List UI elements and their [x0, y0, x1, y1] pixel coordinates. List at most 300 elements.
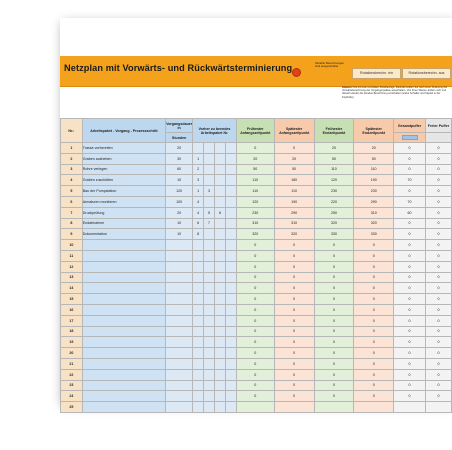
predecessor-cell[interactable]: 1 — [193, 153, 204, 164]
duration-cell[interactable] — [166, 337, 193, 348]
row-number-cell: 2 — [61, 153, 83, 164]
latest-start-cell: 20 — [274, 153, 314, 164]
duration-cell[interactable] — [166, 240, 193, 251]
activity-cell[interactable] — [82, 358, 165, 369]
predecessor-cell[interactable] — [225, 337, 236, 348]
activity-cell[interactable]: Bau der Pumpstation — [82, 186, 165, 197]
earliest-end-cell: 220 — [314, 196, 354, 207]
latest-start-cell: 0 — [274, 380, 314, 391]
row-number-cell: 18 — [61, 326, 83, 337]
table-row — [61, 348, 452, 359]
duration-cell[interactable] — [166, 261, 193, 272]
total-float-cell: 0 — [394, 143, 426, 154]
predecessor-cell[interactable] — [225, 175, 236, 186]
table-row — [61, 196, 452, 207]
activity-cell[interactable] — [82, 391, 165, 402]
latest-start-cell: 0 — [274, 250, 314, 261]
latest-start-cell: 0 — [274, 315, 314, 326]
activity-cell[interactable] — [82, 294, 165, 305]
predecessor-cell[interactable] — [225, 186, 236, 197]
predecessor-cell[interactable] — [204, 402, 215, 413]
latest-end-cell: 0 — [354, 315, 394, 326]
predecessor-cell[interactable] — [215, 196, 226, 207]
calc-off-button[interactable]: Rotationsberechn. aus — [402, 68, 451, 79]
predecessor-cell[interactable] — [225, 402, 236, 413]
free-float-cell: 0 — [425, 250, 451, 261]
earliest-start-cell: 50 — [236, 164, 274, 175]
duration-cell[interactable]: 120 — [166, 186, 193, 197]
predecessor-cell[interactable] — [215, 380, 226, 391]
predecessor-cell[interactable] — [204, 326, 215, 337]
predecessor-cell[interactable] — [204, 337, 215, 348]
earliest-end-cell: 0 — [314, 391, 354, 402]
predecessor-cell[interactable] — [204, 315, 215, 326]
predecessor-cell[interactable] — [215, 143, 226, 154]
duration-cell[interactable]: 20 — [166, 143, 193, 154]
predecessor-cell[interactable] — [215, 240, 226, 251]
predecessor-cell[interactable] — [193, 391, 204, 402]
predecessor-cell[interactable] — [225, 250, 236, 261]
free-float-cell: 0 — [425, 207, 451, 218]
row-number-cell: 23 — [61, 380, 83, 391]
free-float-cell: 0 — [425, 143, 451, 154]
earliest-end-cell: 120 — [314, 175, 354, 186]
latest-start-cell: 0 — [274, 358, 314, 369]
earliest-end-cell: 0 — [314, 369, 354, 380]
earliest-start-cell: 0 — [236, 250, 274, 261]
latest-start-cell: 0 — [274, 272, 314, 283]
free-float-cell: 0 — [425, 175, 451, 186]
total-float-bar-cell — [394, 133, 426, 143]
activity-cell[interactable] — [82, 337, 165, 348]
activity-cell[interactable] — [82, 369, 165, 380]
free-float-cell — [425, 402, 451, 413]
predecessor-cell[interactable] — [225, 261, 236, 272]
latest-end-cell: 320 — [354, 218, 394, 229]
predecessor-cell[interactable] — [225, 229, 236, 240]
free-float-cell: 0 — [425, 283, 451, 294]
activity-cell[interactable] — [82, 380, 165, 391]
duration-cell[interactable] — [166, 326, 193, 337]
latest-end-cell: 0 — [354, 348, 394, 359]
total-float-cell: 0 — [394, 337, 426, 348]
activity-cell[interactable] — [82, 240, 165, 251]
latest-end-cell: 0 — [354, 326, 394, 337]
predecessor-cell[interactable]: 3 — [193, 175, 204, 186]
predecessor-cell[interactable] — [204, 175, 215, 186]
latest-end-cell: 0 — [354, 337, 394, 348]
duration-cell[interactable]: 10 — [166, 229, 193, 240]
predecessor-cell[interactable] — [225, 283, 236, 294]
predecessor-cell[interactable] — [225, 294, 236, 305]
predecessor-cell[interactable] — [215, 326, 226, 337]
predecessor-cell[interactable]: 1 — [193, 186, 204, 197]
predecessor-cell[interactable]: 3 — [204, 186, 215, 197]
activity-cell[interactable] — [82, 250, 165, 261]
predecessor-cell[interactable] — [193, 240, 204, 251]
latest-start-cell: 0 — [274, 391, 314, 402]
latest-end-cell: 330 — [354, 229, 394, 240]
duration-cell[interactable] — [166, 391, 193, 402]
table-row — [61, 175, 452, 186]
predecessor-cell[interactable] — [225, 326, 236, 337]
table-row — [61, 186, 452, 197]
total-float-cell: 0 — [394, 229, 426, 240]
predecessor-cell[interactable] — [204, 272, 215, 283]
latest-end-cell: 0 — [354, 294, 394, 305]
duration-cell[interactable] — [166, 369, 193, 380]
row-number-cell: 19 — [61, 337, 83, 348]
page-title: Netzplan mit Vorwärts- und Rückwärtsterminierung — [64, 63, 293, 73]
predecessor-cell[interactable] — [193, 337, 204, 348]
predecessor-cell[interactable] — [215, 186, 226, 197]
row-number-cell: 16 — [61, 304, 83, 315]
duration-cell[interactable] — [166, 304, 193, 315]
predecessor-cell[interactable] — [225, 240, 236, 251]
table-row — [61, 218, 452, 229]
earliest-end-cell: 0 — [314, 240, 354, 251]
latest-start-cell: 110 — [274, 186, 314, 197]
predecessor-cell[interactable] — [204, 380, 215, 391]
predecessor-cell[interactable] — [215, 261, 226, 272]
duration-cell[interactable]: 10 — [166, 218, 193, 229]
predecessor-cell[interactable] — [193, 315, 204, 326]
table-row — [61, 240, 452, 251]
row-number-cell: 17 — [61, 315, 83, 326]
earliest-end-cell: 0 — [314, 358, 354, 369]
row-number-cell: 14 — [61, 283, 83, 294]
predecessor-cell[interactable]: 4 — [193, 207, 204, 218]
predecessor-cell[interactable] — [204, 358, 215, 369]
activity-cell[interactable]: Trasse vorbereiten — [82, 143, 165, 154]
earliest-start-cell: 0 — [236, 326, 274, 337]
predecessor-cell[interactable] — [204, 153, 215, 164]
predecessor-cell[interactable] — [225, 369, 236, 380]
predecessor-cell[interactable] — [204, 229, 215, 240]
latest-start-cell: 0 — [274, 261, 314, 272]
predecessor-cell[interactable] — [204, 196, 215, 207]
duration-cell[interactable] — [166, 283, 193, 294]
duration-cell[interactable] — [166, 358, 193, 369]
predecessor-cell[interactable] — [225, 164, 236, 175]
row-number-cell: 8 — [61, 218, 83, 229]
earliest-end-cell: 230 — [314, 186, 354, 197]
predecessor-cell[interactable] — [193, 283, 204, 294]
predecessor-cell[interactable]: 6 — [215, 207, 226, 218]
activity-cell[interactable]: Druckprüfung — [82, 207, 165, 218]
row-number-cell: 15 — [61, 294, 83, 305]
row-number-cell: 25 — [61, 402, 83, 413]
earliest-end-cell: 0 — [314, 337, 354, 348]
predecessor-cell[interactable] — [215, 348, 226, 359]
latest-start-cell: 50 — [274, 164, 314, 175]
earliest-start-cell: 0 — [236, 315, 274, 326]
status-indicator-label: Variable Berechnungen sind ausgeschaltet — [315, 61, 345, 69]
free-float-cell: 0 — [425, 380, 451, 391]
predecessor-cell[interactable] — [225, 218, 236, 229]
duration-cell[interactable]: 30 — [166, 153, 193, 164]
free-float-cell: 0 — [425, 153, 451, 164]
total-float-cell: 0 — [394, 283, 426, 294]
earliest-end-cell: 320 — [314, 218, 354, 229]
latest-end-cell: 0 — [354, 261, 394, 272]
earliest-end-cell: 0 — [314, 348, 354, 359]
table-row — [61, 402, 452, 413]
predecessor-cell[interactable] — [225, 153, 236, 164]
duration-cell[interactable]: 10 — [166, 175, 193, 186]
predecessor-cell[interactable] — [193, 304, 204, 315]
hint-note — [342, 86, 450, 99]
row-number-cell: 24 — [61, 391, 83, 402]
predecessor-cell[interactable] — [204, 250, 215, 261]
predecessor-cell[interactable] — [225, 380, 236, 391]
predecessor-cell[interactable] — [215, 369, 226, 380]
table-row — [61, 369, 452, 380]
predecessor-cell[interactable] — [215, 391, 226, 402]
predecessor-cell[interactable]: 4 — [193, 196, 204, 207]
earliest-end-cell: 0 — [314, 294, 354, 305]
row-number-cell: 10 — [61, 240, 83, 251]
predecessor-cell[interactable] — [215, 272, 226, 283]
latest-start-cell: 180 — [274, 175, 314, 186]
total-float-cell: 0 — [394, 380, 426, 391]
earliest-start-cell: 310 — [236, 218, 274, 229]
predecessor-cell[interactable] — [215, 218, 226, 229]
total-float-cell: 0 — [394, 294, 426, 305]
header-activity: Arbeitspaket - Vorgang - Prozessschritt — [82, 119, 165, 143]
earliest-start-cell: 120 — [236, 196, 274, 207]
predecessor-cell[interactable] — [225, 348, 236, 359]
predecessor-cell[interactable] — [215, 315, 226, 326]
predecessor-cell[interactable] — [225, 304, 236, 315]
earliest-start-cell — [236, 402, 274, 413]
latest-end-cell: 0 — [354, 391, 394, 402]
predecessor-cell[interactable] — [215, 229, 226, 240]
predecessor-cell[interactable]: 6 — [193, 218, 204, 229]
table-row — [61, 337, 452, 348]
predecessor-cell[interactable] — [204, 304, 215, 315]
predecessor-cell[interactable] — [193, 348, 204, 359]
table-row — [61, 294, 452, 305]
row-number-cell: 1 — [61, 143, 83, 154]
total-float-cell: 0 — [394, 240, 426, 251]
predecessor-cell[interactable] — [225, 196, 236, 207]
earliest-end-cell: 110 — [314, 164, 354, 175]
predecessor-cell[interactable] — [204, 294, 215, 305]
total-float-cell — [394, 402, 426, 413]
predecessor-cell[interactable] — [225, 358, 236, 369]
earliest-end-cell: 0 — [314, 315, 354, 326]
earliest-end-cell: 0 — [314, 250, 354, 261]
predecessor-cell[interactable] — [215, 358, 226, 369]
total-float-cell: 70 — [394, 175, 426, 186]
latest-start-cell: 0 — [274, 369, 314, 380]
latest-end-cell: 0 — [354, 250, 394, 261]
table-row — [61, 229, 452, 240]
earliest-end-cell: 50 — [314, 153, 354, 164]
predecessor-cell[interactable] — [225, 207, 236, 218]
row-number-cell: 5 — [61, 186, 83, 197]
table-row — [61, 153, 452, 164]
predecessor-cell[interactable] — [215, 304, 226, 315]
predecessor-cell[interactable] — [225, 143, 236, 154]
header-earliest-end: Frühester Endzeitpunkt — [314, 119, 354, 143]
predecessor-cell[interactable] — [193, 250, 204, 261]
predecessor-cell[interactable] — [193, 143, 204, 154]
table-row — [61, 358, 452, 369]
latest-start-cell: 0 — [274, 337, 314, 348]
activity-cell[interactable]: Graben ausheben — [82, 153, 165, 164]
predecessor-cell[interactable] — [193, 402, 204, 413]
earliest-end-cell: 0 — [314, 304, 354, 315]
predecessor-cell[interactable] — [225, 272, 236, 283]
latest-start-cell: 0 — [274, 326, 314, 337]
earliest-start-cell: 0 — [236, 358, 274, 369]
total-float-cell: 0 — [394, 315, 426, 326]
predecessor-cell[interactable] — [204, 143, 215, 154]
free-float-cell: 0 — [425, 391, 451, 402]
duration-cell[interactable] — [166, 294, 193, 305]
predecessor-cell[interactable]: 8 — [193, 229, 204, 240]
table-row — [61, 315, 452, 326]
activity-cell[interactable] — [82, 283, 165, 294]
activity-cell[interactable] — [82, 272, 165, 283]
duration-cell[interactable]: 20 — [166, 207, 193, 218]
latest-start-cell: 320 — [274, 229, 314, 240]
predecessor-cell[interactable] — [204, 261, 215, 272]
predecessor-cell[interactable] — [204, 283, 215, 294]
hint-label: Hinweis: — [342, 86, 353, 89]
predecessor-cell[interactable] — [215, 283, 226, 294]
latest-end-cell: 0 — [354, 358, 394, 369]
total-float-cell: 0 — [394, 304, 426, 315]
earliest-start-cell: 0 — [236, 304, 274, 315]
latest-end-cell: 310 — [354, 207, 394, 218]
total-float-cell: 0 — [394, 326, 426, 337]
predecessor-cell[interactable] — [215, 175, 226, 186]
activity-cell[interactable] — [82, 326, 165, 337]
earliest-start-cell: 0 — [236, 294, 274, 305]
latest-start-cell: 190 — [274, 196, 314, 207]
predecessor-cell[interactable] — [215, 153, 226, 164]
predecessor-cell[interactable] — [193, 380, 204, 391]
duration-cell[interactable]: 100 — [166, 196, 193, 207]
predecessor-cell[interactable] — [193, 326, 204, 337]
predecessor-cell[interactable]: 7 — [204, 218, 215, 229]
total-float-cell: 0 — [394, 218, 426, 229]
earliest-start-cell: 320 — [236, 229, 274, 240]
activity-cell[interactable] — [82, 315, 165, 326]
activity-cell[interactable] — [82, 402, 165, 413]
table-row — [61, 143, 452, 154]
activity-cell[interactable]: Endabnahme — [82, 218, 165, 229]
earliest-start-cell: 0 — [236, 283, 274, 294]
predecessor-cell[interactable] — [204, 391, 215, 402]
duration-cell[interactable] — [166, 402, 193, 413]
earliest-start-cell: 0 — [236, 261, 274, 272]
predecessor-cell[interactable] — [193, 369, 204, 380]
predecessor-cell[interactable] — [204, 369, 215, 380]
total-float-cell: 0 — [394, 358, 426, 369]
earliest-start-cell: 20 — [236, 153, 274, 164]
duration-cell[interactable] — [166, 272, 193, 283]
free-float-blank-cell — [425, 133, 451, 143]
predecessor-cell[interactable]: 5 — [204, 207, 215, 218]
activity-cell[interactable] — [82, 304, 165, 315]
float-bar-icon — [402, 135, 418, 140]
total-float-cell: 0 — [394, 186, 426, 197]
table-row — [61, 250, 452, 261]
total-float-cell: 0 — [394, 153, 426, 164]
activity-cell[interactable]: Dokumentation — [82, 229, 165, 240]
earliest-end-cell: 330 — [314, 229, 354, 240]
status-indicator-icon — [292, 68, 301, 77]
earliest-end-cell: 0 — [314, 261, 354, 272]
predecessor-cell[interactable] — [204, 348, 215, 359]
earliest-start-cell: 0 — [236, 240, 274, 251]
duration-cell[interactable]: 60 — [166, 164, 193, 175]
total-float-cell: 0 — [394, 369, 426, 380]
latest-end-cell: 230 — [354, 186, 394, 197]
duration-cell[interactable] — [166, 315, 193, 326]
activity-cell[interactable]: Armaturen montieren — [82, 196, 165, 207]
predecessor-cell[interactable] — [215, 250, 226, 261]
table-row — [61, 380, 452, 391]
predecessor-cell[interactable] — [193, 272, 204, 283]
activity-cell[interactable]: Graben zuschütten — [82, 175, 165, 186]
predecessor-cell[interactable] — [215, 164, 226, 175]
header-total-float: Gesamtpuffer — [394, 119, 426, 133]
table-row — [61, 207, 452, 218]
activity-cell[interactable]: Rohre verlegen — [82, 164, 165, 175]
total-float-cell: 0 — [394, 164, 426, 175]
free-float-cell: 0 — [425, 315, 451, 326]
predecessor-cell[interactable] — [193, 261, 204, 272]
predecessor-cell[interactable]: 2 — [193, 164, 204, 175]
duration-cell[interactable] — [166, 348, 193, 359]
duration-cell[interactable] — [166, 380, 193, 391]
latest-start-cell: 0 — [274, 304, 314, 315]
free-float-cell: 0 — [425, 229, 451, 240]
predecessor-cell[interactable] — [193, 294, 204, 305]
predecessor-cell[interactable] — [215, 402, 226, 413]
activity-cell[interactable] — [82, 348, 165, 359]
predecessor-cell[interactable] — [215, 294, 226, 305]
total-float-cell: 60 — [394, 207, 426, 218]
earliest-start-cell: 0 — [236, 272, 274, 283]
predecessor-cell[interactable] — [225, 315, 236, 326]
activity-cell[interactable] — [82, 261, 165, 272]
predecessor-cell[interactable] — [204, 240, 215, 251]
predecessor-cell[interactable] — [215, 337, 226, 348]
free-float-cell: 0 — [425, 196, 451, 207]
earliest-start-cell: 0 — [236, 337, 274, 348]
latest-end-cell: 190 — [354, 175, 394, 186]
calc-on-button[interactable]: Rotationsbrechn. ein — [352, 68, 401, 79]
latest-end-cell: 0 — [354, 380, 394, 391]
duration-cell[interactable] — [166, 250, 193, 261]
earliest-start-cell: 110 — [236, 175, 274, 186]
header-latest-end: Spätester Endzeitpunkt — [354, 119, 394, 143]
free-float-cell: 0 — [425, 164, 451, 175]
predecessor-cell[interactable] — [204, 164, 215, 175]
row-number-cell: 3 — [61, 164, 83, 175]
header-earliest-start: Frühester Anfangszeitpunkt — [236, 119, 274, 143]
predecessor-cell[interactable] — [193, 358, 204, 369]
free-float-cell: 0 — [425, 348, 451, 359]
total-float-cell: 0 — [394, 391, 426, 402]
predecessor-cell[interactable] — [225, 391, 236, 402]
